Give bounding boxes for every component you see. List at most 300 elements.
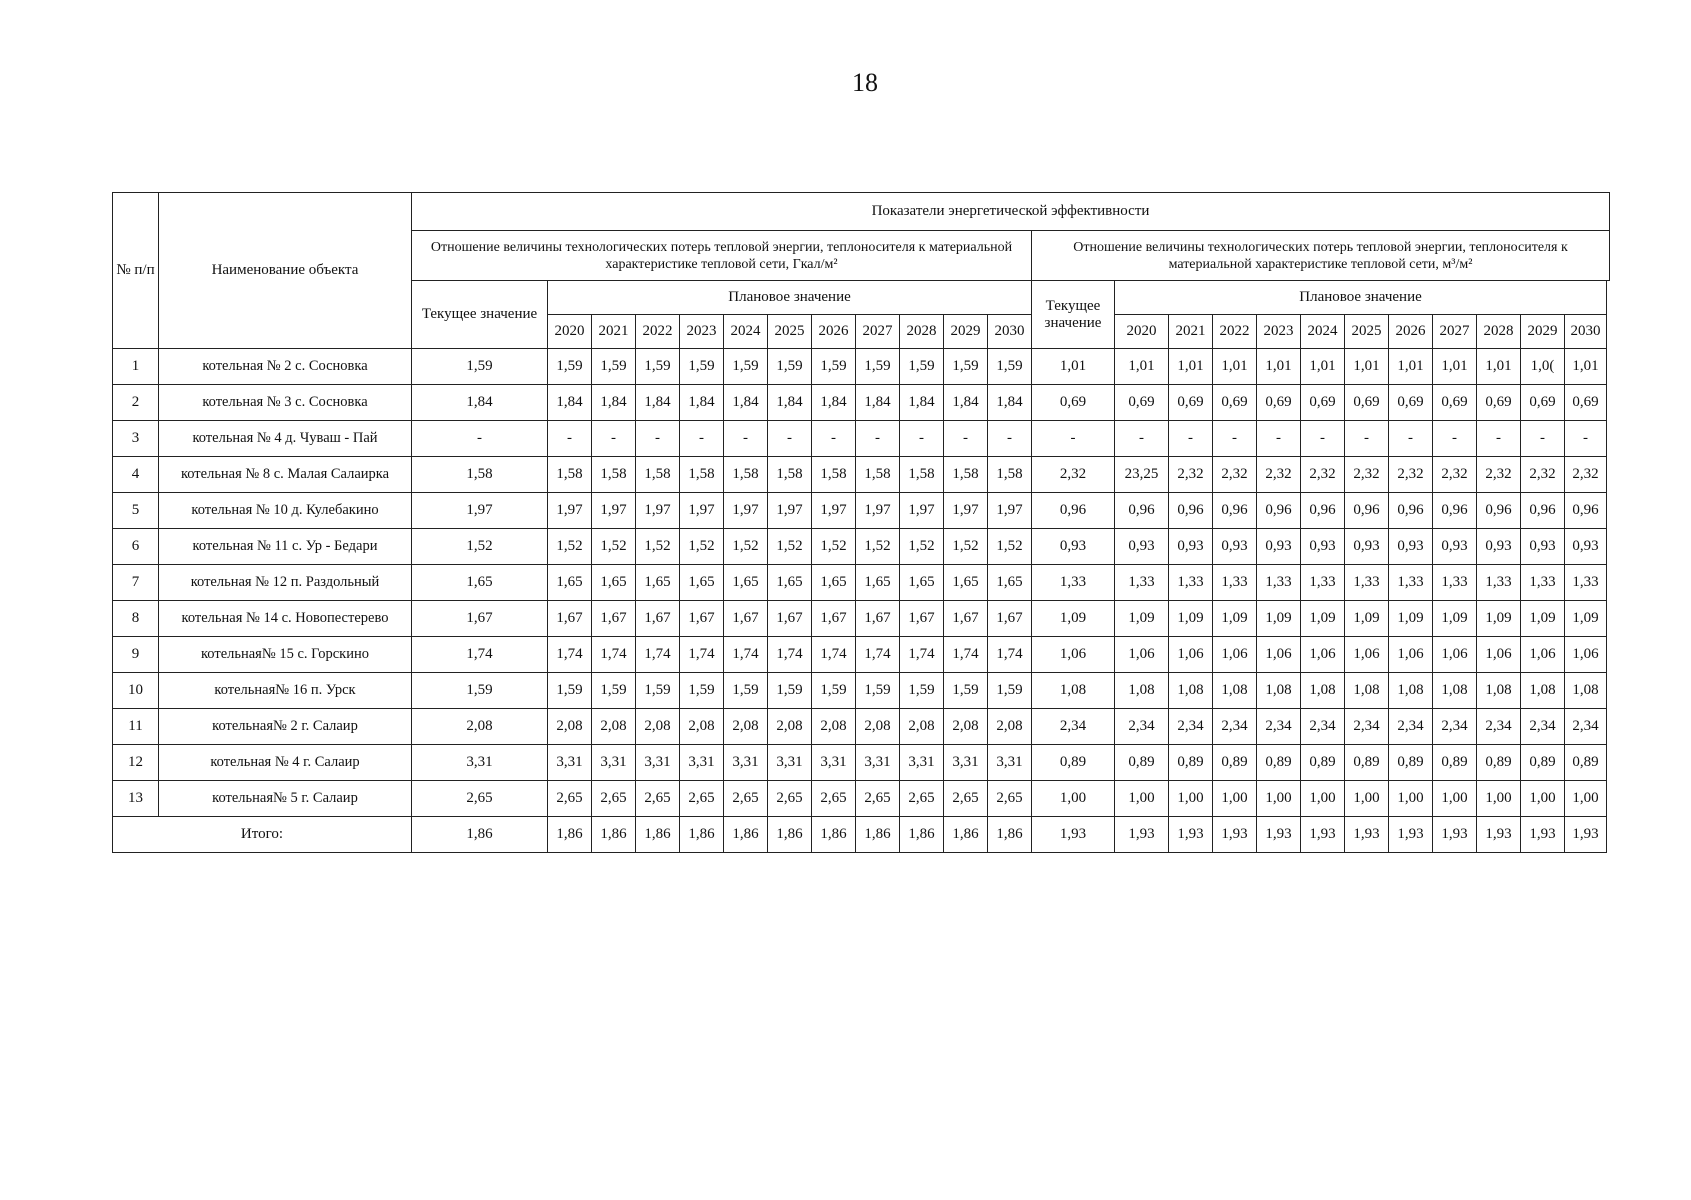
planned-value-gcal: 1,74 xyxy=(680,637,724,673)
total-planned-m3: 1,93 xyxy=(1301,817,1345,853)
planned-value-gcal: 3,31 xyxy=(724,745,768,781)
planned-value-m3: 2,32 xyxy=(1521,457,1565,493)
planned-value-m3: 0,96 xyxy=(1389,493,1433,529)
planned-value-gcal: 2,08 xyxy=(548,709,592,745)
planned-value-gcal: 1,58 xyxy=(812,457,856,493)
page-number: 18 xyxy=(852,68,878,97)
total-planned-m3: 1,93 xyxy=(1565,817,1607,853)
planned-value-gcal: 1,59 xyxy=(988,349,1032,385)
planned-value-gcal: 1,84 xyxy=(768,385,812,421)
current-value-m3: - xyxy=(1032,421,1115,457)
planned-value-m3: 0,89 xyxy=(1477,745,1521,781)
year-header: 2029 xyxy=(1521,315,1565,349)
section1-header: Отношение величины технологических потерь тепловой энергии, теплоносителя к материальной характеристике тепловой сети, Гкал/м² xyxy=(412,231,1032,281)
planned-value-m3: 1,06 xyxy=(1389,637,1433,673)
row-number: 11 xyxy=(113,709,159,745)
total-row xyxy=(113,817,1610,853)
planned-value-gcal: - xyxy=(856,421,900,457)
planned-value-gcal: 1,67 xyxy=(812,601,856,637)
planned-value-m3: 0,69 xyxy=(1521,385,1565,421)
planned-value-m3: 1,08 xyxy=(1433,673,1477,709)
planned-value-m3: 1,00 xyxy=(1477,781,1521,817)
planned-value-m3: 1,06 xyxy=(1477,637,1521,673)
planned-value-gcal: 1,67 xyxy=(724,601,768,637)
object-name: котельная № 4 г. Салаир xyxy=(159,745,412,781)
planned-value-gcal: 3,31 xyxy=(856,745,900,781)
planned-value-m3: 1,01 xyxy=(1169,349,1213,385)
planned-value-m3: 2,34 xyxy=(1565,709,1607,745)
planned-value-m3: 2,34 xyxy=(1477,709,1521,745)
planned-value-m3: - xyxy=(1565,421,1607,457)
planned-value-m3: 1,0( xyxy=(1521,349,1565,385)
year-header: 2022 xyxy=(1213,315,1257,349)
planned-value-gcal: 1,59 xyxy=(636,673,680,709)
planned-value-gcal: 1,84 xyxy=(636,385,680,421)
planned-value-m3: 1,06 xyxy=(1169,637,1213,673)
planned-value-m3: 1,00 xyxy=(1389,781,1433,817)
planned-value-m3: 1,06 xyxy=(1301,637,1345,673)
planned-value-gcal: 2,08 xyxy=(724,709,768,745)
planned-value-m3: 0,96 xyxy=(1433,493,1477,529)
planned-value-m3: 2,34 xyxy=(1301,709,1345,745)
planned-value-m3: 0,96 xyxy=(1257,493,1301,529)
planned-value-gcal: 1,84 xyxy=(988,385,1032,421)
planned-value-m3: 1,08 xyxy=(1477,673,1521,709)
current-value-m3: 1,01 xyxy=(1032,349,1115,385)
planned-value-gcal: 1,65 xyxy=(988,565,1032,601)
planned-value-m3: 2,32 xyxy=(1169,457,1213,493)
planned-value-gcal: 1,59 xyxy=(812,673,856,709)
total-planned-gcal: 1,86 xyxy=(812,817,856,853)
planned-value-m3: 2,34 xyxy=(1115,709,1169,745)
planned-value-m3: 0,69 xyxy=(1301,385,1345,421)
planned-value-gcal: 3,31 xyxy=(680,745,724,781)
planned-value-gcal: 1,74 xyxy=(988,637,1032,673)
table-body xyxy=(113,349,1610,853)
planned-value-m3: 1,08 xyxy=(1169,673,1213,709)
year-header: 2021 xyxy=(592,315,636,349)
total-planned-gcal: 1,86 xyxy=(592,817,636,853)
row-number: 7 xyxy=(113,565,159,601)
object-name: котельная№ 15 с. Горскино xyxy=(159,637,412,673)
planned-value-gcal: 1,52 xyxy=(812,529,856,565)
planned-value-m3: - xyxy=(1389,421,1433,457)
planned-value-gcal: - xyxy=(944,421,988,457)
planned-value-gcal: 1,58 xyxy=(592,457,636,493)
col-name-header: Наименование объекта xyxy=(159,193,412,349)
col-num-header: № п/п xyxy=(113,193,159,349)
planned-value-m3: 0,96 xyxy=(1565,493,1607,529)
planned-value-m3: 1,33 xyxy=(1301,565,1345,601)
planned-value-gcal: 1,65 xyxy=(724,565,768,601)
planned-value-m3: 1,06 xyxy=(1345,637,1389,673)
year-header: 2028 xyxy=(1477,315,1521,349)
planned-value-m3: 0,89 xyxy=(1169,745,1213,781)
planned-value-gcal: 1,58 xyxy=(724,457,768,493)
planned-value-gcal: 1,59 xyxy=(900,673,944,709)
year-header: 2029 xyxy=(944,315,988,349)
planned-value-m3: 1,09 xyxy=(1301,601,1345,637)
year-header: 2025 xyxy=(768,315,812,349)
table-row xyxy=(113,673,1610,709)
planned-value-gcal: 2,65 xyxy=(592,781,636,817)
planned-value-m3: - xyxy=(1301,421,1345,457)
planned-value-gcal: - xyxy=(680,421,724,457)
planned-value-gcal: 2,08 xyxy=(768,709,812,745)
current-value-gcal: 2,65 xyxy=(412,781,548,817)
current-label-1: Текущее значение xyxy=(412,281,548,349)
planned-value-m3: 1,09 xyxy=(1565,601,1607,637)
planned-value-gcal: 1,97 xyxy=(548,493,592,529)
planned-value-gcal: 1,52 xyxy=(724,529,768,565)
table-row xyxy=(113,745,1610,781)
planned-value-gcal: 1,59 xyxy=(988,673,1032,709)
planned-value-m3: 1,01 xyxy=(1565,349,1607,385)
planned-value-gcal: 2,65 xyxy=(944,781,988,817)
total-planned-m3: 1,93 xyxy=(1389,817,1433,853)
total-planned-gcal: 1,86 xyxy=(680,817,724,853)
total-planned-gcal: 1,86 xyxy=(856,817,900,853)
planned-value-gcal: 2,08 xyxy=(900,709,944,745)
planned-value-gcal: 3,31 xyxy=(812,745,856,781)
planned-value-m3: - xyxy=(1345,421,1389,457)
planned-value-m3: 0,89 xyxy=(1433,745,1477,781)
planned-value-m3: 0,93 xyxy=(1115,529,1169,565)
planned-value-m3: 1,08 xyxy=(1565,673,1607,709)
planned-value-gcal: 1,58 xyxy=(680,457,724,493)
current-value-m3: 0,93 xyxy=(1032,529,1115,565)
planned-value-m3: 2,34 xyxy=(1521,709,1565,745)
total-planned-gcal: 1,86 xyxy=(944,817,988,853)
planned-value-m3: 0,96 xyxy=(1477,493,1521,529)
planned-value-m3: 0,89 xyxy=(1565,745,1607,781)
planned-value-gcal: 1,52 xyxy=(680,529,724,565)
planned-value-m3: 1,09 xyxy=(1521,601,1565,637)
planned-value-m3: 2,34 xyxy=(1169,709,1213,745)
planned-value-gcal: 3,31 xyxy=(592,745,636,781)
planned-value-gcal: 1,52 xyxy=(592,529,636,565)
current-value-m3: 2,32 xyxy=(1032,457,1115,493)
total-planned-gcal: 1,86 xyxy=(548,817,592,853)
planned-value-m3: 0,96 xyxy=(1115,493,1169,529)
table-header xyxy=(113,193,1610,349)
planned-value-gcal: 1,97 xyxy=(592,493,636,529)
row-number: 4 xyxy=(113,457,159,493)
planned-value-gcal: 1,65 xyxy=(592,565,636,601)
planned-value-m3: 0,96 xyxy=(1213,493,1257,529)
planned-value-gcal: 2,65 xyxy=(680,781,724,817)
planned-value-m3: 1,06 xyxy=(1565,637,1607,673)
planned-value-m3: 1,01 xyxy=(1257,349,1301,385)
planned-value-m3: 0,89 xyxy=(1301,745,1345,781)
year-header: 2020 xyxy=(548,315,592,349)
planned-value-m3: - xyxy=(1433,421,1477,457)
year-header: 2024 xyxy=(724,315,768,349)
planned-value-m3: 1,08 xyxy=(1213,673,1257,709)
object-name: котельная№ 5 г. Салаир xyxy=(159,781,412,817)
planned-value-gcal: 1,65 xyxy=(548,565,592,601)
table-row xyxy=(113,709,1610,745)
planned-value-gcal: 1,84 xyxy=(944,385,988,421)
current-value-m3: 0,89 xyxy=(1032,745,1115,781)
row-number: 6 xyxy=(113,529,159,565)
year-header: 2026 xyxy=(1389,315,1433,349)
planned-value-gcal: 1,65 xyxy=(856,565,900,601)
planned-value-m3: 0,89 xyxy=(1389,745,1433,781)
year-header: 2024 xyxy=(1301,315,1345,349)
planned-value-m3: 1,33 xyxy=(1115,565,1169,601)
planned-value-m3: 1,01 xyxy=(1433,349,1477,385)
total-current-gcal: 1,86 xyxy=(412,817,548,853)
planned-value-m3: 0,93 xyxy=(1345,529,1389,565)
planned-value-m3: 1,33 xyxy=(1213,565,1257,601)
planned-value-m3: 1,00 xyxy=(1433,781,1477,817)
planned-value-gcal: 1,67 xyxy=(592,601,636,637)
planned-value-m3: 1,08 xyxy=(1521,673,1565,709)
planned-value-m3: 1,08 xyxy=(1301,673,1345,709)
planned-value-gcal: - xyxy=(724,421,768,457)
current-value-m3: 1,09 xyxy=(1032,601,1115,637)
current-value-gcal: 1,59 xyxy=(412,349,548,385)
table-row xyxy=(113,601,1610,637)
planned-value-gcal: 2,65 xyxy=(856,781,900,817)
planned-value-m3: 1,01 xyxy=(1345,349,1389,385)
planned-value-gcal: 1,59 xyxy=(548,673,592,709)
planned-value-m3: 1,33 xyxy=(1565,565,1607,601)
row-number: 8 xyxy=(113,601,159,637)
current-value-gcal: 2,08 xyxy=(412,709,548,745)
table-row xyxy=(113,565,1610,601)
planned-value-gcal: 1,59 xyxy=(944,349,988,385)
planned-value-m3: 1,09 xyxy=(1213,601,1257,637)
planned-value-gcal: 1,59 xyxy=(680,673,724,709)
planned-label-2: Плановое значение xyxy=(1115,281,1607,315)
planned-value-m3: 1,06 xyxy=(1433,637,1477,673)
planned-value-m3: 0,89 xyxy=(1213,745,1257,781)
planned-value-gcal: 1,97 xyxy=(768,493,812,529)
planned-value-gcal: 1,59 xyxy=(680,349,724,385)
planned-value-gcal: 1,74 xyxy=(592,637,636,673)
year-header: 2023 xyxy=(1257,315,1301,349)
planned-value-m3: 0,69 xyxy=(1345,385,1389,421)
planned-value-gcal: 1,67 xyxy=(680,601,724,637)
table-row xyxy=(113,349,1610,385)
planned-value-m3: 1,01 xyxy=(1115,349,1169,385)
planned-value-m3: 1,01 xyxy=(1389,349,1433,385)
energy-efficiency-table xyxy=(112,192,1610,853)
planned-value-m3: 0,93 xyxy=(1521,529,1565,565)
planned-value-m3: 2,32 xyxy=(1565,457,1607,493)
current-value-gcal: 3,31 xyxy=(412,745,548,781)
planned-value-m3: 1,09 xyxy=(1345,601,1389,637)
year-header: 2022 xyxy=(636,315,680,349)
current-label-2: Текущее значение xyxy=(1032,281,1115,349)
planned-value-gcal: 1,59 xyxy=(768,349,812,385)
planned-value-gcal: 1,84 xyxy=(680,385,724,421)
planned-value-m3: - xyxy=(1521,421,1565,457)
planned-value-gcal: 1,97 xyxy=(988,493,1032,529)
planned-value-m3: 1,00 xyxy=(1213,781,1257,817)
planned-value-gcal: - xyxy=(812,421,856,457)
planned-value-m3: 0,96 xyxy=(1521,493,1565,529)
object-name: котельная № 2 с. Сосновка xyxy=(159,349,412,385)
planned-value-gcal: 2,08 xyxy=(812,709,856,745)
planned-value-gcal: 1,59 xyxy=(724,349,768,385)
planned-value-m3: 1,08 xyxy=(1257,673,1301,709)
planned-value-m3: 1,33 xyxy=(1169,565,1213,601)
planned-value-m3: 1,00 xyxy=(1115,781,1169,817)
planned-value-m3: 0,93 xyxy=(1433,529,1477,565)
year-header: 2030 xyxy=(988,315,1032,349)
planned-value-gcal: 2,08 xyxy=(592,709,636,745)
object-name: котельная № 8 с. Малая Салаирка xyxy=(159,457,412,493)
current-value-m3: 1,06 xyxy=(1032,637,1115,673)
row-number: 1 xyxy=(113,349,159,385)
planned-value-gcal: 2,65 xyxy=(548,781,592,817)
object-name: котельная№ 2 г. Салаир xyxy=(159,709,412,745)
planned-value-gcal: 1,59 xyxy=(944,673,988,709)
table-row xyxy=(113,421,1610,457)
section2-header: Отношение величины технологических потерь тепловой энергии, теплоносителя к материальной характеристике тепловой сети, м³/м² xyxy=(1032,231,1610,281)
planned-value-m3: 0,89 xyxy=(1115,745,1169,781)
planned-value-m3: - xyxy=(1213,421,1257,457)
planned-value-m3: 0,69 xyxy=(1213,385,1257,421)
total-planned-m3: 1,93 xyxy=(1213,817,1257,853)
planned-value-m3: 0,93 xyxy=(1257,529,1301,565)
planned-value-gcal: 1,52 xyxy=(768,529,812,565)
row-number: 9 xyxy=(113,637,159,673)
planned-value-gcal: 1,84 xyxy=(900,385,944,421)
year-header: 2028 xyxy=(900,315,944,349)
planned-value-gcal: 1,58 xyxy=(636,457,680,493)
planned-value-gcal: 1,65 xyxy=(812,565,856,601)
planned-value-gcal: 1,74 xyxy=(636,637,680,673)
current-value-m3: 1,33 xyxy=(1032,565,1115,601)
planned-value-gcal: 1,74 xyxy=(944,637,988,673)
planned-value-m3: - xyxy=(1169,421,1213,457)
planned-value-gcal: 3,31 xyxy=(944,745,988,781)
planned-value-m3: 1,00 xyxy=(1521,781,1565,817)
total-current-m3: 1,93 xyxy=(1032,817,1115,853)
current-value-m3: 1,00 xyxy=(1032,781,1115,817)
planned-value-m3: 1,33 xyxy=(1257,565,1301,601)
object-name: котельная № 4 д. Чуваш - Пай xyxy=(159,421,412,457)
planned-value-gcal: 1,97 xyxy=(944,493,988,529)
planned-value-gcal: 1,65 xyxy=(636,565,680,601)
table-row xyxy=(113,493,1610,529)
planned-value-m3: 2,34 xyxy=(1433,709,1477,745)
planned-value-m3: 1,33 xyxy=(1477,565,1521,601)
planned-value-gcal: 1,52 xyxy=(988,529,1032,565)
total-planned-m3: 1,93 xyxy=(1115,817,1169,853)
planned-value-m3: - xyxy=(1477,421,1521,457)
planned-value-gcal: 2,65 xyxy=(724,781,768,817)
total-planned-gcal: 1,86 xyxy=(768,817,812,853)
planned-value-gcal: 2,08 xyxy=(856,709,900,745)
planned-value-m3: 0,69 xyxy=(1115,385,1169,421)
planned-value-gcal: 2,65 xyxy=(636,781,680,817)
planned-value-gcal: 1,59 xyxy=(768,673,812,709)
planned-value-gcal: 3,31 xyxy=(636,745,680,781)
object-name: котельная № 11 с. Ур - Бедари xyxy=(159,529,412,565)
table-row xyxy=(113,529,1610,565)
current-value-gcal: - xyxy=(412,421,548,457)
planned-value-gcal: - xyxy=(592,421,636,457)
planned-value-gcal: 1,97 xyxy=(900,493,944,529)
year-header: 2023 xyxy=(680,315,724,349)
planned-value-gcal: 1,58 xyxy=(768,457,812,493)
planned-value-m3: 1,33 xyxy=(1521,565,1565,601)
planned-value-gcal: 1,74 xyxy=(856,637,900,673)
current-value-m3: 1,08 xyxy=(1032,673,1115,709)
object-name: котельная № 14 с. Новопестерево xyxy=(159,601,412,637)
planned-value-gcal: 1,52 xyxy=(944,529,988,565)
planned-value-m3: 2,34 xyxy=(1213,709,1257,745)
row-number: 10 xyxy=(113,673,159,709)
planned-value-gcal: 1,52 xyxy=(900,529,944,565)
planned-value-gcal: 1,74 xyxy=(548,637,592,673)
current-value-gcal: 1,65 xyxy=(412,565,548,601)
planned-value-gcal: - xyxy=(900,421,944,457)
current-value-gcal: 1,52 xyxy=(412,529,548,565)
total-planned-gcal: 1,86 xyxy=(988,817,1032,853)
year-header: 2027 xyxy=(856,315,900,349)
planned-value-gcal: - xyxy=(548,421,592,457)
row-number: 3 xyxy=(113,421,159,457)
group-header: Показатели энергетической эффективности xyxy=(412,193,1610,231)
planned-value-m3: 2,34 xyxy=(1257,709,1301,745)
year-header: 2027 xyxy=(1433,315,1477,349)
planned-value-gcal: 1,58 xyxy=(988,457,1032,493)
current-value-gcal: 1,84 xyxy=(412,385,548,421)
planned-value-m3: 1,08 xyxy=(1115,673,1169,709)
planned-value-gcal: 1,67 xyxy=(768,601,812,637)
planned-value-gcal: 1,74 xyxy=(812,637,856,673)
planned-value-gcal: 1,58 xyxy=(548,457,592,493)
planned-value-gcal: 3,31 xyxy=(768,745,812,781)
planned-value-gcal: 1,74 xyxy=(900,637,944,673)
planned-value-gcal: 1,67 xyxy=(856,601,900,637)
planned-value-m3: 1,33 xyxy=(1345,565,1389,601)
planned-value-gcal: 1,52 xyxy=(548,529,592,565)
object-name: котельная№ 16 п. Урск xyxy=(159,673,412,709)
planned-value-m3: 1,01 xyxy=(1213,349,1257,385)
planned-value-gcal: 1,74 xyxy=(768,637,812,673)
object-name: котельная № 10 д. Кулебакино xyxy=(159,493,412,529)
current-value-m3: 2,34 xyxy=(1032,709,1115,745)
object-name: котельная № 3 с. Сосновка xyxy=(159,385,412,421)
total-planned-m3: 1,93 xyxy=(1169,817,1213,853)
planned-value-gcal: 1,74 xyxy=(724,637,768,673)
planned-value-m3: 0,89 xyxy=(1345,745,1389,781)
planned-value-gcal: 3,31 xyxy=(900,745,944,781)
planned-value-m3: 1,06 xyxy=(1521,637,1565,673)
table-row xyxy=(113,385,1610,421)
planned-value-gcal: 2,08 xyxy=(680,709,724,745)
planned-value-gcal: 1,59 xyxy=(636,349,680,385)
year-header: 2021 xyxy=(1169,315,1213,349)
row-number: 13 xyxy=(113,781,159,817)
planned-value-m3: 0,93 xyxy=(1477,529,1521,565)
table-row xyxy=(113,457,1610,493)
planned-value-m3: 1,00 xyxy=(1257,781,1301,817)
total-planned-gcal: 1,86 xyxy=(636,817,680,853)
planned-value-gcal: 2,08 xyxy=(944,709,988,745)
planned-value-gcal: 1,67 xyxy=(548,601,592,637)
planned-value-m3: 1,33 xyxy=(1433,565,1477,601)
planned-value-gcal: - xyxy=(636,421,680,457)
planned-value-m3: 1,00 xyxy=(1301,781,1345,817)
